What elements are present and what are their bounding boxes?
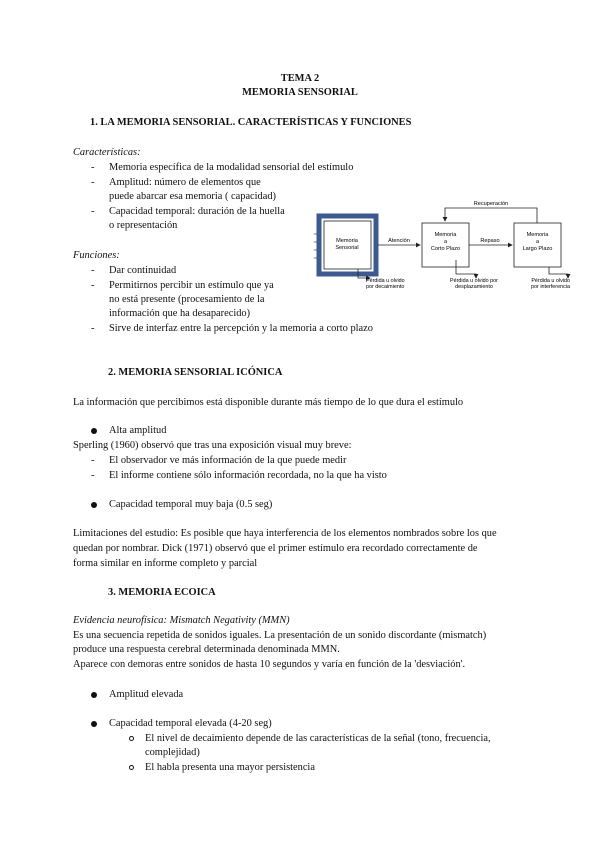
section3-bullet1: Amplitud elevada: [109, 689, 184, 700]
loss3-line1: Pérdida u olvido: [531, 278, 570, 284]
section3-para: produce una respuesta cerebral determinada denominada MMN.: [73, 644, 340, 655]
loss1-line1: Pérdida u olvido: [366, 278, 405, 284]
box3-line1: Memoria: [526, 232, 549, 238]
dash-marker: -: [91, 206, 95, 217]
box1-line2: Sensorial: [335, 245, 359, 251]
bullet-dot: [91, 428, 97, 434]
long-term-memory-box: [514, 223, 561, 267]
box3-line2: a: [535, 239, 540, 245]
dash-marker: -: [91, 177, 95, 188]
sperling-item: El observador ve más información de la que puede medir: [109, 455, 347, 466]
dash-marker: -: [91, 265, 95, 276]
section2-bullet2: Capacidad temporal muy baja (0.5 seg): [109, 499, 273, 510]
section2-heading: 2. MEMORIA SENSORIAL ICÓNICA: [108, 367, 283, 378]
section3-para: Aparece con demoras entre sonidos de hasta 10 segundos y varía en función de la 'desviación'.: [73, 659, 466, 670]
funciones-label: Funciones:: [73, 250, 120, 261]
loss3-line2: por interferencia: [531, 284, 570, 290]
limitaciones-line: forma similar en informe completo y parcial: [73, 558, 258, 569]
sub-bullet-circle: [129, 736, 134, 741]
caracteristica-item: Capacidad temporal: duración de la huella: [109, 206, 285, 217]
caracteristica-item: Amplitud: número de elementos que: [109, 177, 261, 188]
loss-arrow-3: [549, 267, 568, 278]
atencion-label: Atención: [388, 238, 410, 244]
funcion-item-cont: información que ha desaparecido): [109, 308, 251, 319]
caracteristica-item-cont: o representación: [109, 220, 178, 231]
box2-line3: Corto Plazo: [430, 246, 461, 252]
funcion-item-cont: no está presente (procesamiento de la: [109, 294, 265, 305]
section3-bullet2: Capacidad temporal elevada (4-20 seg): [109, 718, 272, 729]
section3-sub-item: El habla presenta una mayor persistencia: [145, 762, 315, 773]
funcion-item: Sirve de interfaz entre la percepción y la memoria a corto plazo: [109, 323, 373, 334]
title-line1: TEMA 2: [280, 73, 320, 84]
dash-marker: -: [91, 162, 95, 173]
dash-marker: -: [91, 470, 95, 481]
memory-model-diagram: [306, 196, 576, 292]
box2-line1: Memoria: [434, 232, 457, 238]
bullet-dot: [91, 721, 97, 727]
bullet-dot: [91, 502, 97, 508]
loss1-line2: por decaimiento: [366, 284, 405, 290]
evidencia-label: Evidencia neurofísica: Mismatch Negativity (MMN): [73, 615, 290, 626]
loss2-line1: Pérdida u olvido por: [450, 278, 498, 284]
dash-marker: -: [91, 323, 95, 334]
dash-marker: -: [91, 280, 95, 291]
repaso-label: Repaso: [480, 238, 500, 244]
box2-line2: a: [443, 239, 448, 245]
sperling-text: Sperling (1960) observó que tras una exposición visual muy breve:: [73, 440, 352, 451]
caracteristica-item-cont: puede abarcar esa memoria ( capacidad): [109, 191, 277, 202]
bullet-dot: [91, 692, 97, 698]
box3-line3: Largo Plazo: [522, 246, 553, 252]
caracteristicas-label: Características:: [73, 147, 141, 158]
section3-sub-item: El nivel de decaimiento depende de las características de la señal (tono, frecuencia,: [145, 733, 491, 744]
caracteristica-item: Memoria específica de la modalidad sensorial del estímulo: [109, 162, 354, 173]
section2-intro: La información que percibimos está disponible durante más tiempo de lo que dura el estímulo: [73, 397, 464, 408]
sperling-item: El informe contiene sólo información recordada, no la que ha visto: [109, 470, 387, 481]
limitaciones-line: Limitaciones del estudio: Es posible que haya interferencia de los elementos nombrados sobre los que: [73, 528, 497, 539]
funcion-item: Permitirnos percibir un estímulo que ya: [109, 280, 274, 291]
retrieval-arrow: [445, 208, 537, 223]
short-term-memory-box: [422, 223, 469, 267]
box1-line1: Memoria: [336, 238, 358, 244]
title-line2: MEMORIA SENSORIAL: [242, 87, 358, 98]
section3-sub-item-cont: complejidad): [145, 747, 200, 758]
recuperacion-label: Recuperación: [473, 201, 509, 207]
sub-bullet-circle: [129, 765, 134, 770]
loss2-line2: desplazamiento: [455, 284, 493, 290]
funcion-item: Dar continuidad: [109, 265, 177, 276]
limitaciones-line: quedan por nombrar. Dick (1971) observó que el primer estímulo era recordado correctamente de: [73, 543, 478, 554]
section3-heading: 3. MEMORIA ECOICA: [108, 587, 216, 598]
section1-heading: 1. LA MEMORIA SENSORIAL. CARACTERÍSTICAS Y FUNCIONES: [90, 117, 412, 128]
dash-marker: -: [91, 455, 95, 466]
section3-para: Es una secuencia repetida de sonidos iguales. La presentación de un sonido discordante (mismatch): [73, 630, 487, 641]
section2-bullet1: Alta amplitud: [109, 425, 167, 436]
